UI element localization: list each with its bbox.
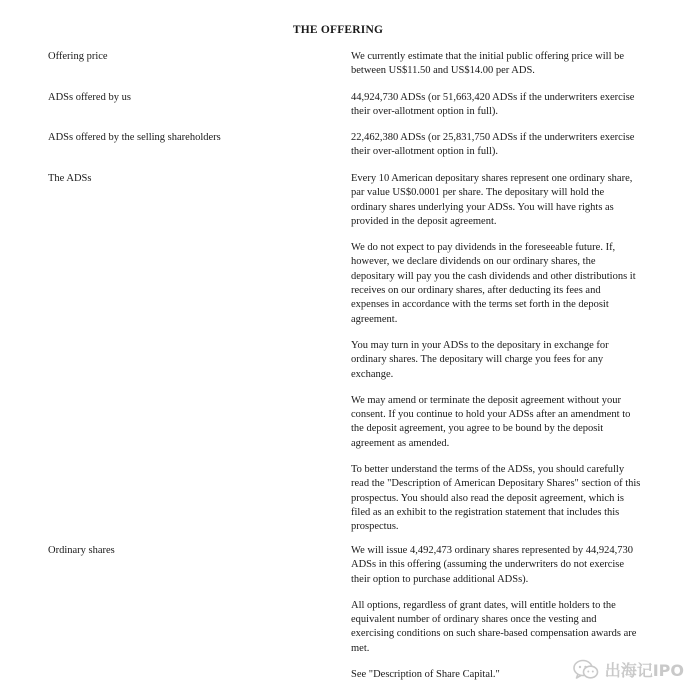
row-description bbox=[351, 172, 641, 535]
row-description bbox=[351, 91, 641, 120]
description-paragraph: See "Description of Share Capital." bbox=[351, 669, 500, 681]
description-paragraph: All options, regardless of grant dates, will entitle holders to the equivalent number of ordinary shares once the vesting and exercising conditions on such share-based compensation awards are met. bbox=[351, 599, 637, 654]
document-title: THE OFFERING bbox=[292, 24, 384, 36]
row-label: Ordinary shares bbox=[48, 545, 115, 556]
description-paragraph: We will issue 4,492,473 ordinary shares represented by 44,924,730 ADSs in this offering (assuming the underwriters do not exercise their option to purchase additional ADSs). bbox=[351, 545, 634, 585]
row-description bbox=[351, 50, 641, 79]
wechat-icon bbox=[573, 659, 599, 681]
row-label: Offering price bbox=[48, 51, 108, 62]
description-paragraph: To better understand the terms of the ADSs, you should carefully read the "Description of American Depositary Shares" section of this prospectus. You should also read the deposit agreement, which is filed as an exhibit to the registration statement that includes this prospectus. bbox=[351, 464, 641, 533]
description-paragraph: We currently estimate that the initial public offering price will be between US$11.50 and US$14.00 per ADS. bbox=[351, 51, 625, 77]
description-paragraph: We may amend or terminate the deposit agreement without your consent. If you continue to hold your ADSs after an amendment to the deposit agreement, you agree to be bound by the deposit agreement as amended. bbox=[351, 394, 631, 449]
description-paragraph: 22,462,380 ADSs (or 25,831,750 ADSs if the underwriters exercise their over-allotment option in full). bbox=[351, 132, 635, 158]
row-label: The ADSs bbox=[48, 173, 92, 184]
description-paragraph: We do not expect to pay dividends in the foreseeable future. If, however, we declare dividends on our ordinary shares, the depositary will pay you the cash dividends and other distributions it receives on our ordinary shares, after deducting its fees and expenses in accordance with the terms set forth in the deposit agreement. bbox=[351, 242, 636, 325]
row-label: ADSs offered by the selling shareholders bbox=[48, 132, 221, 143]
watermark-text: 出海记IPO bbox=[604, 661, 684, 680]
description-paragraph: 44,924,730 ADSs (or 51,663,420 ADSs if the underwriters exercise their over-allotment option in full). bbox=[351, 92, 635, 118]
description-paragraph: Every 10 American depositary shares represent one ordinary share, par value US$0.0001 per share. The depositary will hold the ordinary shares underlying your ADSs. You will have rights as provided in the deposit agreement. bbox=[351, 173, 633, 227]
row-label: ADSs offered by us bbox=[48, 92, 131, 103]
row-description bbox=[351, 131, 641, 160]
watermark bbox=[573, 658, 684, 681]
description-paragraph: You may turn in your ADSs to the depositary in exchange for ordinary shares. The depositary will charge you fees for any exchange. bbox=[351, 339, 609, 380]
